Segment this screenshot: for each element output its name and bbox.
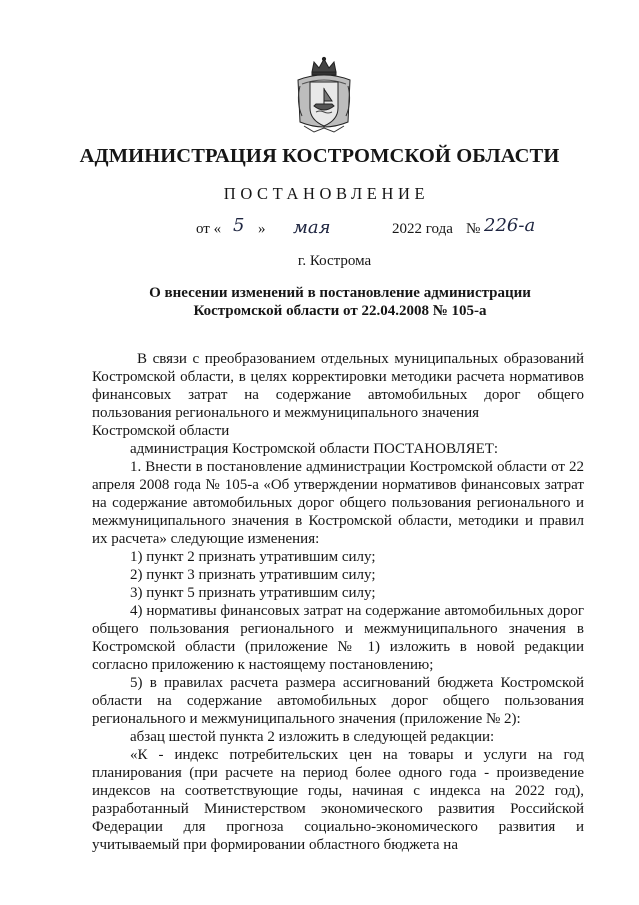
date-line [0,213,639,243]
decree-paragraph: администрация Костромской области ПОСТАНОВЛЯЕТ: [130,441,499,457]
date-month: мая [293,217,331,238]
subitem-2: 2) пункт 3 признать утратившим силу; [130,567,376,583]
subitem-4: 4) нормативы финансовых затрат на содержание автомобильных дорог общего пользования регионального и межмуниципального значения в Костромской области (приложение № 1) изложить в новой редакции согласно приложению к настоящему постановлению; [92,603,584,673]
preamble-tail: Костромской области [92,423,230,439]
organization-title: АДМИНИСТРАЦИЯ КОСТРОМСКОЙ ОБЛАСТИ [79,145,560,167]
document-type: ПОСТАНОВЛЕНИЕ [223,184,430,203]
subject-line-2: Костромской области от 22.04.2008 № 105-а [193,303,487,319]
coat-of-arms-icon [294,56,354,136]
date-day-close: » [258,221,266,237]
subject-line-1: О внесении изменений в постановление администрации [149,285,531,301]
date-year: 2022 года [392,221,453,237]
date-prefix: от « [196,221,222,237]
abzac-paragraph: абзац шестой пункта 2 изложить в следующей редакции: [130,729,495,745]
document-body [92,350,584,854]
date-day: 5 [233,215,245,236]
city-name: г. Кострома [297,253,372,269]
document-number: 226-а [484,215,536,236]
subitem-5: 5) в правилах расчета размера ассигнований бюджета Костромской области на содержание автомобильных дорог общего пользования регионального и межмуниципального значения (приложение № 2): [92,675,584,727]
subitem-1: 1) пункт 2 признать утратившим силу; [130,549,376,565]
preamble-paragraph: В связи с преобразованием отдельных муниципальных образований Костромской области, в целях корректировки методики расчета нормативов финансовых затрат на содержание автомобильных дорог общего пользования регионального и межмуниципального значения [92,351,584,421]
number-label: № [466,221,481,237]
document-subject [100,284,580,320]
subitem-3: 3) пункт 5 признать утратившим силу; [130,585,376,601]
quote-paragraph: «К - индекс потребительских цен на товары и услуги на год планирования (при расчете на период более одного года - произведение индексов на соответствующие годы, начиная с индекса на 2022 год), разработанный Министерством экономического развития Российской Федерации для прогноза социально-экономического развития и учитываемый при формировании областного бюджета на [92,747,584,853]
coat-of-arms-emblem [294,56,354,136]
item-1-paragraph: 1. Внести в постановление администрации Костромской области от 22 апреля 2008 года № 105-а «Об утверждении нормативов финансовых затрат на содержание автомобильных дорог общего пользования регионального и межмуниципального значения в Костромской области, методики и правил их расчета» следующие изменения: [92,459,584,547]
